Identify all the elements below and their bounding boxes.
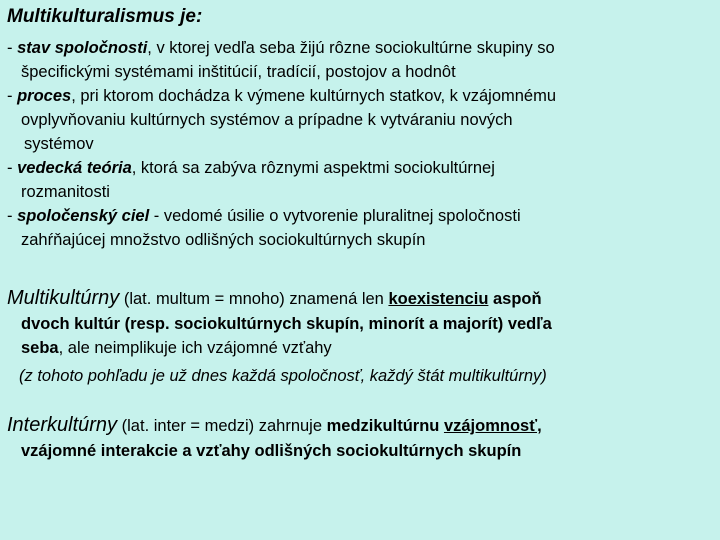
definition-item <box>7 156 707 204</box>
interkulturny-line-1 <box>7 412 707 439</box>
definition-item <box>7 84 707 156</box>
multikulturny-line-1 <box>7 285 707 312</box>
definition-text: , pri ktorom dochádza k výmene kultúrnych statkov, k vzájomnému <box>71 87 557 105</box>
interkulturny-word: Interkultúrny <box>7 414 118 436</box>
definition-continuation: systémov <box>24 135 94 153</box>
multikulturny-section <box>7 285 707 388</box>
interkulturny-latin: (lat. inter = medzi) zahrnuje <box>117 417 327 435</box>
definition-continuation: špecifickými systémami inštitúcií, tradícií, postojov a hodnôt <box>21 63 456 81</box>
interkulturny-line-2: vzájomné interakcie a vzťahy odlišných sociokultúrnych skupín <box>21 442 522 460</box>
bullet-dash: - <box>7 207 18 225</box>
definition-item <box>7 204 707 252</box>
definition-item <box>7 36 707 84</box>
definition-text: , ktorá sa zabýva rôznymi aspektmi sociokultúrnej <box>131 159 495 177</box>
definition-continuation: rozmanitosti <box>21 183 110 201</box>
medzikulturnu-term: medzikultúrnu <box>326 417 444 435</box>
bullet-dash: - <box>7 39 18 57</box>
multikulturny-after: aspoň <box>488 290 542 308</box>
koexistenciu-term: koexistenciu <box>388 290 489 308</box>
bullet-dash: - <box>7 87 18 105</box>
definition-term: spoločenský ciel <box>17 207 150 225</box>
slide-title: Multikulturalismus je: <box>7 6 203 27</box>
definition-term: vedecká teória <box>17 159 132 177</box>
definition-text: - vedomé úsilie o vytvorenie pluralitnej spoločnosti <box>149 207 521 225</box>
definition-continuation: zahŕňajúcej množstvo odlišných sociokultúrnych skupín <box>21 231 426 249</box>
multikulturny-line-3-rest: , ale neimplikuje ich vzájomné vzťahy <box>58 339 332 357</box>
bullet-dash: - <box>7 159 18 177</box>
interkulturny-section <box>7 412 707 463</box>
multikulturny-line-2: dvoch kultúr (resp. sociokultúrnych skupín, minorít a majorít) vedľa <box>21 315 552 333</box>
definition-text: , v ktorej vedľa seba žijú rôzne sociokultúrne skupiny so <box>147 39 555 57</box>
definition-term: stav spoločnosti <box>17 39 148 57</box>
multikulturny-line-3 <box>7 336 707 360</box>
seba-term: seba <box>21 339 59 357</box>
definition-term: proces <box>17 87 72 105</box>
definition-continuation: ovplyvňovaniu kultúrnych systémov a prípadne k vytváraniu nových <box>21 111 513 129</box>
vzajomnost-term: vzájomnosť, <box>443 417 542 435</box>
multikulturny-note: (z tohoto pohľadu je už dnes každá spoločnosť, každý štát multikultúrny) <box>19 367 547 385</box>
multikulturny-latin: (lat. multum = mnoho) znamená len <box>119 290 389 308</box>
definition-list <box>7 36 707 252</box>
multikulturny-word: Multikultúrny <box>7 287 120 309</box>
